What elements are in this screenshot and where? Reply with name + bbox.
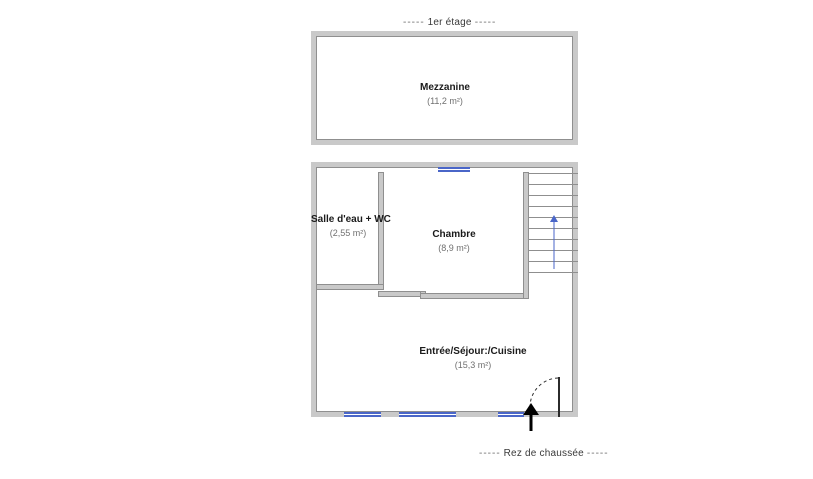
room-label-mezzanine: [381, 81, 509, 107]
window-north: [438, 167, 470, 172]
wall-bedroom-south-west: [378, 291, 426, 297]
upper-floor-dash-right: -----: [474, 17, 497, 28]
room-name-bedroom: Chambre: [432, 229, 476, 240]
stair-step: [529, 195, 578, 196]
ground-floor-label-text: Rez de chaussée: [503, 448, 584, 459]
upper-floor-label-text: 1er étage: [427, 17, 472, 28]
room-label-bathroom: [311, 213, 391, 239]
ground-floor-dash-right: -----: [586, 448, 609, 459]
upper-floor-dash-left: -----: [403, 17, 425, 28]
upper-floor-label: [403, 17, 496, 28]
window-south-1: [344, 412, 381, 417]
wall-bedroom-south-east: [420, 293, 529, 299]
room-name-mezzanine: Mezzanine: [419, 82, 470, 93]
stair-direction-line: [553, 221, 554, 269]
room-name-bathroom: Salle d'eau + WC: [311, 214, 391, 225]
room-area-mezzanine: (11,2 m²): [427, 95, 463, 106]
room-area-bedroom: (8,9 m²): [438, 242, 470, 253]
stair-direction-arrow-icon: [550, 215, 558, 222]
stair-step: [529, 206, 578, 207]
window-south-2: [399, 412, 456, 417]
ground-floor-dash-left: -----: [479, 448, 501, 459]
room-label-bedroom: [396, 228, 512, 254]
ground-floor-label: [479, 448, 609, 459]
wall-bathroom-south: [316, 284, 384, 290]
room-name-living: Entrée/Séjour:/Cuisine: [419, 346, 527, 357]
room-label-living: [383, 345, 563, 371]
ground-floor-plan: [311, 162, 578, 417]
stair-step: [529, 272, 578, 273]
stair-step: [529, 184, 578, 185]
entry-direction-arrow-icon: [520, 403, 542, 431]
staircase: [529, 173, 578, 279]
room-area-living: (15,3 m²): [454, 359, 492, 370]
stair-step: [529, 173, 578, 174]
room-area-bathroom: (2,55 m²): [329, 227, 367, 238]
